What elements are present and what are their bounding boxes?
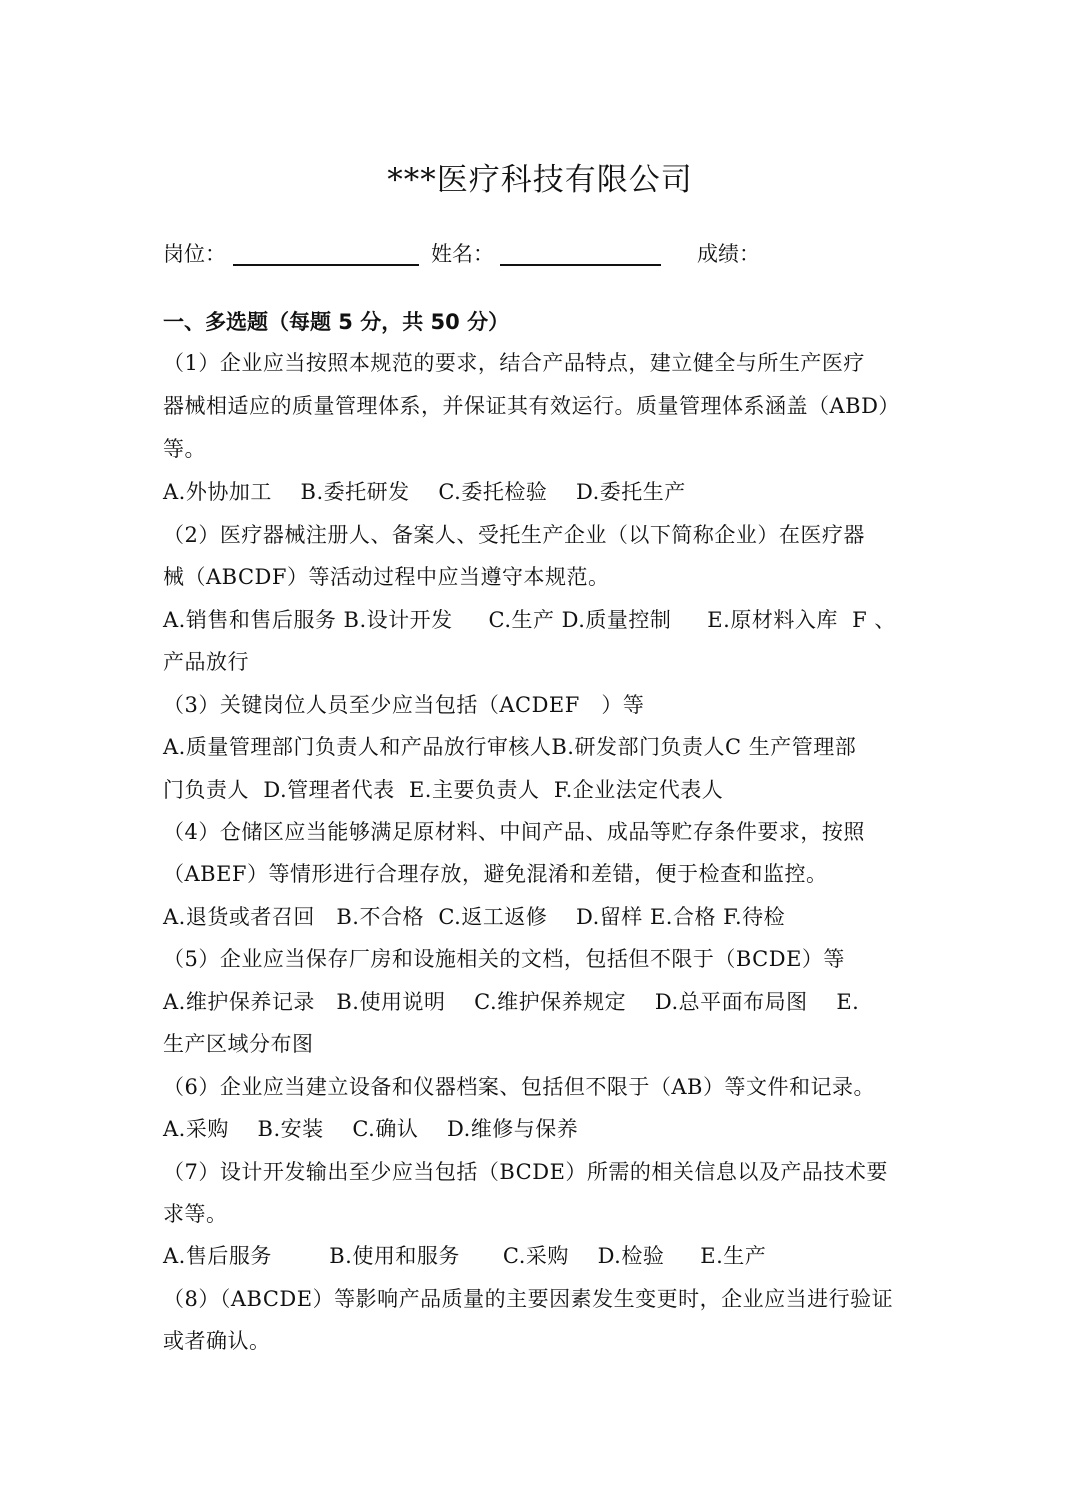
text-line: 求等。: [163, 1202, 228, 1226]
text-line: 产品放行: [163, 650, 249, 674]
text-line: （7）设计开发输出至少应当包括（BCDE）所需的相关信息以及产品技术要: [163, 1160, 888, 1184]
text-line: 门负责人 D.管理者代表 E.主要负责人 F.企业法定代表人: [163, 778, 724, 802]
text-line: （6）企业应当建立设备和仪器档案、包括但不限于（AB）等文件和记录。: [163, 1075, 875, 1099]
name-label: 姓名：: [431, 242, 494, 266]
section-title: 一、多选题（每题 5 分，共 50 分）: [163, 310, 510, 334]
text-line: （8）（ABCDE）等影响产品质量的主要因素发生变更时，企业应当进行验证: [163, 1287, 894, 1311]
text-line: （3）关键岗位人员至少应当包括（ACDEF ）等: [163, 693, 645, 717]
text-line: 械（ABCDF）等活动过程中应当遵守本规范。: [163, 565, 610, 589]
score-label: 成绩：: [697, 242, 760, 266]
text-line: （ABEF）等情形进行合理存放，避免混淆和差错，便于检查和监控。: [163, 862, 828, 886]
text-line: 或者确认。: [163, 1329, 271, 1353]
text-line: （5）企业应当保存厂房和设施相关的文档，包括但不限于（BCDE）等: [163, 947, 845, 971]
text-line: A.外协加工 B.委托研发 C.委托检验 D.委托生产: [163, 480, 686, 504]
text-line: A.采购 B.安装 C.确认 D.维修与保养: [163, 1117, 579, 1141]
text-line: A.质量管理部门负责人和产品放行审核人B.研发部门负责人C 生产管理部: [163, 735, 857, 759]
document-title: ***医疗科技有限公司: [387, 162, 693, 198]
text-line: A.销售和售后服务 B.设计开发 C.生产 D.质量控制 E.原材料入库 F 、: [163, 608, 896, 632]
text-line: （4）仓储区应当能够满足原材料、中间产品、成品等贮存条件要求，按照: [163, 820, 865, 844]
info-row: [163, 238, 923, 272]
position-label: 岗位：: [163, 242, 226, 266]
text-line: （2）医疗器械注册人、备案人、受托生产企业（以下简称企业）在医疗器: [163, 523, 865, 547]
text-line: 等。: [163, 437, 206, 461]
text-line: 器械相适应的质量管理体系，并保证其有效运行。质量管理体系涵盖（ABD）: [163, 394, 900, 418]
text-line: A.维护保养记录 B.使用说明 C.维护保养规定 D.总平面布局图 E.: [163, 990, 860, 1014]
text-line: A.售后服务 B.使用和服务 C.采购 D.检验 E.生产: [163, 1244, 767, 1268]
text-line: A.退货或者召回 B.不合格 C.返工返修 D.留样 E.合格 F.待检: [163, 905, 786, 929]
name-blank-line: [500, 264, 661, 266]
text-line: 生产区域分布图: [163, 1032, 314, 1056]
text-line: （1）企业应当按照本规范的要求，结合产品特点，建立健全与所生产医疗: [163, 351, 865, 375]
position-blank-line: [233, 264, 419, 266]
